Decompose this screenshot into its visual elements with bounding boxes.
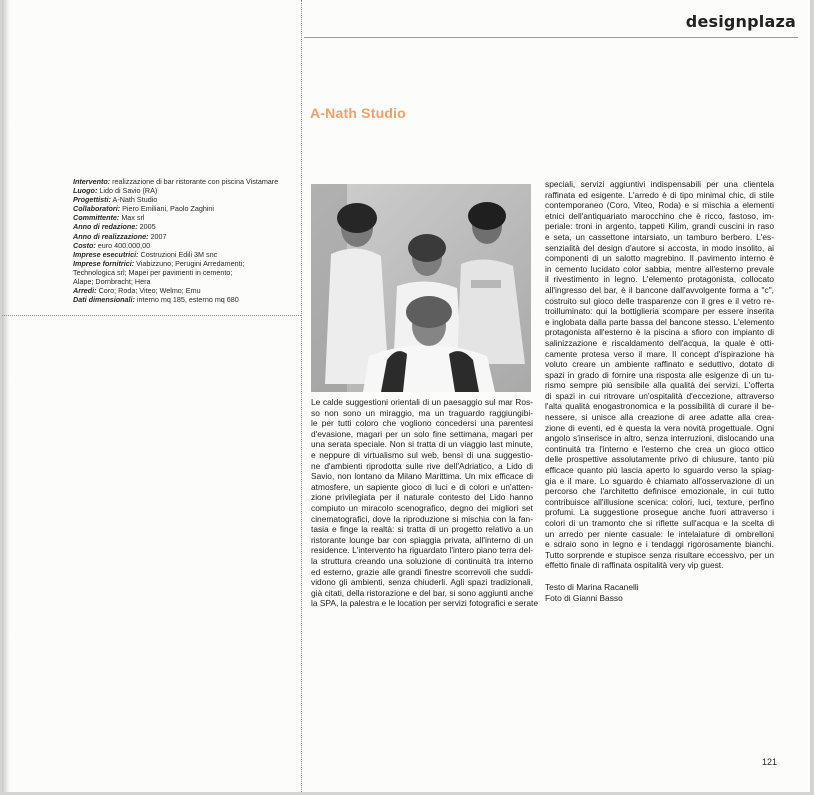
body-line: costruito sul gioco delle trasparenze con il gres e il vetro re- [545,295,774,306]
credit-value: Coro; Roda; Viteo; Welmo; Emu [96,286,201,296]
credit-row [73,268,305,277]
body-line: atmosfere, un sapiente gioco di luci e di colori e un'atten- [311,481,533,492]
body-line: la SPA, la palestra e le location per servizi fotografici e serate [311,598,539,609]
body-line: spazi in grado di fornire una risposta alle esigenze di un tu- [545,369,774,380]
credit-label: Collaboratori: [73,204,121,214]
body-line: all'ingresso del bar, è il bancone dall'avvolgente forma a "c", [545,284,774,295]
credits-divider [2,315,301,316]
body-line: residence. L'intervento ha riguardato l'intero piano terra del- [311,545,533,556]
body-line: l'alta qualità enogastronomica e la possibilità di curare il be- [545,401,774,412]
body-line: etnici dell'antiquariato marocchino che è ricco, fastoso, im- [545,210,774,221]
body-line: e neppure di virtualismo sul web, bensì di una suggestio- [311,449,533,460]
body-line: angolo s'inserisce in altro, senza interruzioni, dislocando una [545,433,774,444]
body-line: compiuto un miracolo scenografico, degno dei migliori set [311,502,533,513]
body-line: le per tutti coloro che vogliono concedersi una parentesi [311,418,533,429]
header-rule [304,37,798,38]
credit-value: Max srl [119,213,145,223]
magazine-page [2,0,810,792]
credit-row [73,177,305,186]
body-line: in cemento lucidato color sabbia, mentre all'esterno prevale [545,263,774,274]
body-line: percorso che l'architetto definisce emozionale, in cui tutto [545,486,774,497]
body-line: senzialità del design d'autore si accosta, in modo insolito, ai [545,242,774,253]
credit-row [73,204,305,213]
credit-row [73,186,305,195]
body-line: so non sono un miraggio, ma un traguardo raggiungibi- [311,407,533,418]
article-body-left [311,397,539,609]
credit-label: Imprese esecutrici: [73,249,139,259]
body-line: cinematografici, dove la riproduzione si mischia con la fan- [311,513,533,524]
body-line: il rivestimento in legno. L'elemento protagonista, collocato [545,274,774,285]
credit-label: Intervento: [73,177,111,186]
credit-row [73,222,305,231]
body-line: delle prospettive assolutamente privo di chiusure, tanto più [545,454,774,465]
photo-credit: Foto di Gianni Basso [545,592,623,603]
article-signature [545,582,774,603]
credit-value: Viabizzuno; Perugini Arredamenti; [134,258,245,268]
body-line: d'evasione, magari per un solo fine settimana, magari per [311,428,533,439]
author-credit: Testo di Marina Racanelli [545,581,639,592]
page-number: 121 [762,757,778,767]
body-line: contemporaneo (Coro, Viteo, Roda) e si mischia a elementi [545,200,774,211]
credit-row [73,286,305,295]
body-line: periale: troni in argento, tappeti Kilim, grandi cuscini in raso [545,221,774,232]
credit-row [73,195,305,204]
body-line: speciali, servizi aggiuntivi indispensabili per una clientela [545,179,774,189]
credit-value: Technologica srl; Mapei per pavimenti in cemento; [73,267,233,277]
credit-value: A-Nath Studio [110,195,158,205]
article-photo [311,184,531,392]
credit-value: euro 400.000,00 [95,240,151,250]
body-line: ed esterno, grazie alle grandi finestre scorrevoli che suddi- [311,566,533,577]
body-line: continuità tra l'interno e l'esterno che crea un gioco ottico [545,443,774,454]
body-line: di spazi in cui ritrovare un'ospitalità d'eccezione, attraverso [545,390,774,401]
credit-value: realizzazione di bar ristorante con piscina Vistamare [110,177,279,186]
credit-value: Alape; Dornbracht; Hera [73,277,151,287]
body-line: camente protesa verso il mare. Il concept d'ispirazione ha [545,348,774,359]
body-line: Savio, non lontano da Milano Marittima. Un mix efficace di [311,471,533,482]
body-line: e seta, un cassettone intarsiato, un tamburo berbero. L'es- [545,231,774,242]
body-line: ristorante lounge bar con spiaggia privata, all'interno di un [311,534,533,545]
body-line: rismo sempre più sensibile alla qualità dei servizi. L'offerta [545,380,774,391]
article-column-right [545,179,774,603]
credit-value: interno mq 185, esterno mq 680 [134,295,239,305]
body-line: una serata speciale. Non si tratta di un viaggio last minute, [311,439,533,450]
article-column-left [311,397,539,609]
credit-value: Lido di Savio (RA) [97,186,158,196]
credit-row [73,241,305,250]
body-line: voluto creare un ambiente raffinato e seduttivo, dotato di [545,359,774,370]
credit-row [73,232,305,241]
body-line: efficace quanto più lascia aperto lo sguardo verso la spiag- [545,465,774,476]
credit-value: 2005 [137,222,156,232]
credit-label: Arredi: [73,286,97,296]
body-line: colori di un tramonto che si riflette sull'acqua e la scelta di [545,518,774,528]
credit-label: Costo: [73,240,96,250]
credit-value: Costruzioni Edili 3M snc [138,249,218,259]
body-line: gia e il mare. Lo sguardo è chiamato all'osservazione di un [545,475,774,486]
body-line: la struttura creando una soluzione di continuità tra interno [311,555,533,566]
credit-label: Luogo: [73,186,98,196]
column-divider [301,0,302,792]
credit-row [73,259,305,268]
body-line: protagonista all'esterno è la piscina a sfioro con impianto di [545,327,774,338]
body-line: contribuisce all'illusione scenica: colori, luci, texture, perfino [545,496,774,507]
group-portrait-image [311,184,531,392]
body-line: già citati, della ristorazione e del bar, si sono aggiunti anche [311,587,533,598]
body-line: componenti di un salotto magrebino. Il pavimento interno è [545,253,774,264]
credit-label: Anno di redazione: [73,222,138,232]
credit-label: Committente: [73,213,120,223]
article-title: A-Nath Studio [310,105,406,121]
credit-row [73,250,305,259]
credit-value: Piero Emiliani, Paolo Zaghini [120,204,215,214]
body-line: raffinata ed esigente. L'arredo è di tipo minimal chic, di stile [545,189,774,200]
credit-label: Progettisti: [73,195,111,205]
body-line: vidono gli ambienti, senza chiuderli. Agli spazi tradizionali, [311,577,533,588]
credit-row [73,213,305,222]
credit-value: 2007 [148,231,167,241]
body-line: e inglobata dalla parte bassa del bancone stesso. L'elemento [545,316,774,327]
credit-row [73,295,305,304]
body-line: tasia e finge la realtà: si tratta di un progetto relativo a un [311,524,533,535]
binding-gutter [2,0,10,792]
credit-row [73,277,305,286]
credit-label: Imprese fornitrici: [73,258,135,268]
body-line: profumi. La suggestione prosegue anche fuori attraverso i [545,507,774,518]
body-line: zione privilegiata per il naturale contesto del Lido hanno [311,492,533,503]
body-line: ne d'ambienti riprodotta sulle rive dell'Adriatico, a Lido di [311,460,533,471]
body-line: troilluminato: qui la bottiglieria scompare per essere inserita [545,306,774,317]
body-line: Tutto sorprende e stupisce senza risultare eccessivo, per un [545,549,774,560]
body-line: e sdraio sono in legno e i tendaggi rigorosamente bianchi. [545,539,774,550]
body-line: zione di eventi, ed è questa la vera novità progettuale. Ogni [545,422,774,433]
section-brand: designplaza [685,12,796,31]
credit-label: Anno di realizzazione: [73,231,149,241]
body-line: Le calde suggestioni orientali di un paesaggio sul mar Ros- [311,397,533,407]
article-body-right [545,179,774,571]
body-line: effetto finale di raffinata ospitalità very vip guest. [545,560,724,571]
project-credits [73,177,305,304]
credit-label: Dati dimensionali: [73,295,135,305]
body-line: un arredo per niente casuale: le intelaiature di ombrelloni [545,528,774,539]
body-line: nessere, si unisce alla creazione di aree adatte alla crea- [545,412,774,423]
body-line: salinizzazione e riscaldamento dell'acqua, la quale è otti- [545,337,774,348]
